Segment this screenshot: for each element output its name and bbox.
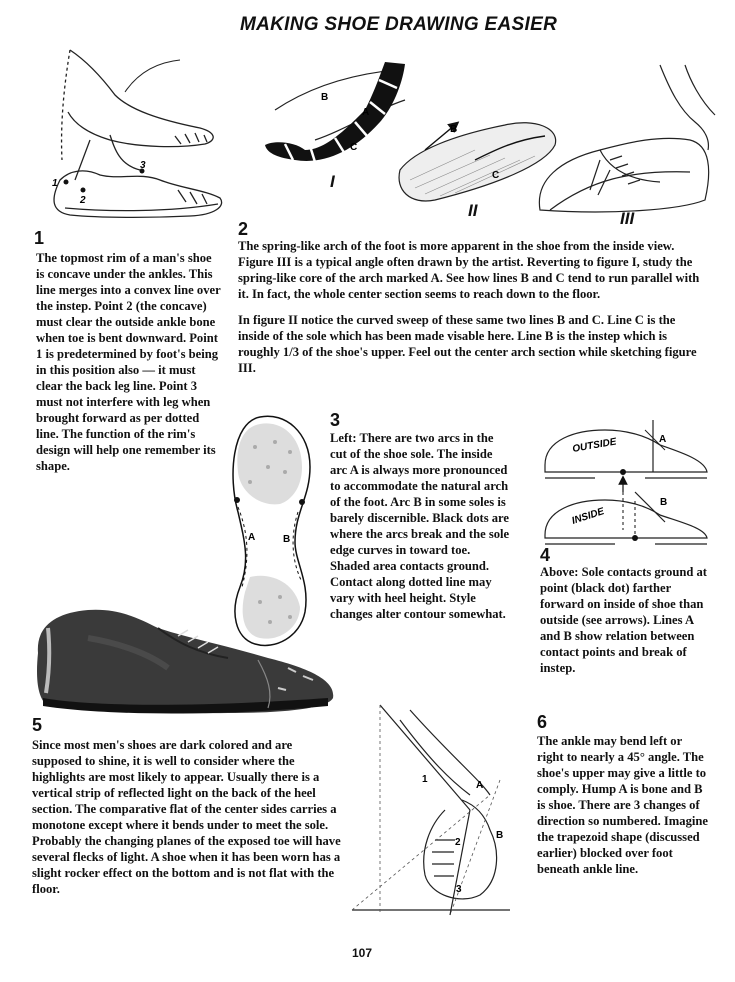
figure-roman-iii: III xyxy=(620,209,635,228)
section-2-text xyxy=(238,238,708,376)
figure-number-3: 3 xyxy=(330,410,341,430)
figure-4-contact-diagram xyxy=(535,410,715,550)
fig3-label-b: B xyxy=(283,534,291,545)
point-label-3: 3 xyxy=(140,160,146,171)
fig6-label-b: B xyxy=(496,830,504,841)
section-6-text: The ankle may bend left or right to nearly a 45° angle. The shoe's upper may give a little to comply. Hump A is bone and B is shoe. There are 3 changes of direction so numbered. Imagine the trapezoid shape (discussed earlier) blocked over foot beneath ankle line. xyxy=(537,734,708,876)
figure-roman-i: I xyxy=(330,172,335,191)
fig3-label-a: A xyxy=(248,532,256,543)
figure-1-foot-sketch xyxy=(30,40,230,230)
fig2-label-c2: C xyxy=(492,170,500,181)
figure-roman-ii: II xyxy=(468,201,478,220)
figure-number-4: 4 xyxy=(540,545,551,565)
figure-number-6: 6 xyxy=(537,712,548,732)
inside-label: INSIDE xyxy=(570,506,606,527)
figure-number-1: 1 xyxy=(34,228,45,248)
section-1-text: The topmost rim of a man's shoe is concave under the ankles. This line merges into a convex line over the instep. Point 2 (the concave) must clear the outside ankle bone when toe is bent downward. Point 1 is predetermined by foot's being in this position also — it must clear the back leg line. Point 3 must not interfere with leg when brought forward as per dotted line. The function of the rim's design will help one remember its shape. xyxy=(36,251,221,473)
fig6-label-a: A xyxy=(476,780,484,791)
figure-6-ankle-bend xyxy=(350,700,530,925)
outside-label: OUTSIDE xyxy=(571,436,618,455)
fig6-label-3: 3 xyxy=(456,884,462,895)
section-3-text: Left: There are two arcs in the cut of the shoe sole. The inside arc A is always more pronounced to accommodate the natural arch of the foot. Arc B in some soles is barely discernible. Black dots are where the arcs break and the sole edge curves in toward toe. Shaded area contacts ground. Contact along dotted line may vary with heel height. Style changes alter contour somewhat. xyxy=(330,431,510,621)
point-label-2: 2 xyxy=(80,195,86,206)
point-label-1: 1 xyxy=(52,178,58,189)
section-2-paragraph-2: In figure II notice the curved sweep of these same two lines B and C. Line C is the inside of the sole which has been made visable here. Line B is the instep which is roughly 1/3 of the shoe's upper. Feel out the center arch section while sketching figure III. xyxy=(238,313,697,375)
fig2-label-b2: B xyxy=(450,124,458,135)
page-number: 107 xyxy=(352,946,373,960)
figure-number-2: 2 xyxy=(238,219,249,239)
section-2-paragraph-1: The spring-like arch of the foot is more apparent in the shoe from the inside view. Figure III is a typical angle often drawn by the artist. Reverting to figure I, study the spring-like core of the arch marked A. See how lines B and C tend to run parallel with it. In fact, the whole center section seems to reach down to the floor. xyxy=(238,239,700,301)
figure-2-dress-shoe xyxy=(530,60,720,220)
fig2-label-b1: B xyxy=(321,92,329,103)
fig6-label-1: 1 xyxy=(422,774,428,785)
fig2-label-c1: C xyxy=(350,142,358,153)
figure-5-oxford-shoe xyxy=(28,598,343,718)
fig6-label-2: 2 xyxy=(455,837,461,848)
section-5-text: Since most men's shoes are dark colored and are supposed to shine, it is well to consider where the highlights are most likely to appear. Usually there is a vertical strip of reflected light on the back of the heel section. The comparative flat of the center sides carries a monotone except where it bends under to meet the sole. Probably the changing planes of the exposed toe will have several flecks of light. A shoe when it has been worn has a slight rocker effect on the bottom and is not flat with the floor. xyxy=(32,738,341,896)
fig2-label-a1: A xyxy=(362,107,370,118)
section-4-text: Above: Sole contacts ground at point (black dot) farther forward on inside of shoe than outside (see arrows). Lines A and B show relation between contact points and break of instep. xyxy=(540,565,707,675)
page-title: MAKING SHOE DRAWING EASIER xyxy=(240,14,558,35)
fig4-label-b: B xyxy=(660,497,668,508)
fig4-label-a: A xyxy=(659,434,667,445)
figure-number-5: 5 xyxy=(32,715,43,735)
